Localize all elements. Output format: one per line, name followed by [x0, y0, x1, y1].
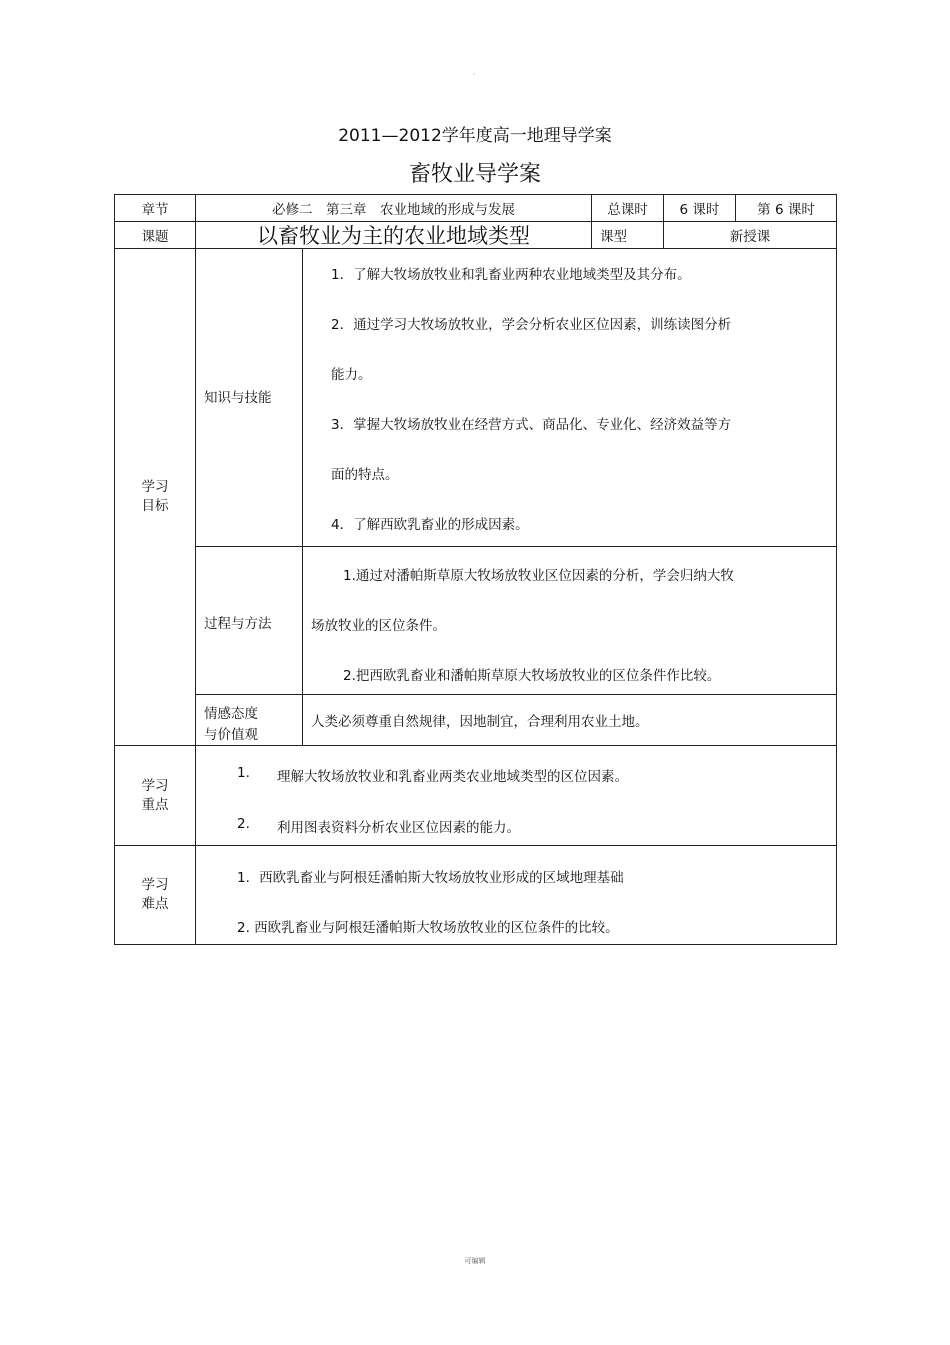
key-points-label-line1: 学习	[141, 777, 169, 794]
footer-note: 可编辑	[464, 1257, 486, 1265]
key-points-label	[115, 745, 195, 845]
lesson-plan-table	[114, 194, 837, 945]
emotion-label-line2: 与价值观	[204, 727, 258, 743]
chapter-label: 章节	[141, 202, 169, 218]
objectives-label-line1: 学习	[141, 479, 169, 495]
process-line-3: 2.把西欧乳畜业和潘帕斯草原大牧场放牧业的区位条件作比较。	[343, 668, 721, 684]
school-year-title: 2011—2012学年度高一地理导学案	[338, 126, 612, 146]
emotion-label-line1: 情感态度	[204, 706, 258, 722]
total-hours-value: 6 课时	[663, 195, 735, 221]
emotion-label-cell	[195, 694, 302, 745]
topic-label: 课题	[115, 221, 195, 248]
lesson-number: 第 6 课时	[735, 195, 836, 221]
knowledge-label: 知识与技能	[204, 390, 272, 406]
process-line-2: 场放牧业的区位条件。	[311, 618, 446, 634]
knowledge-label-cell	[195, 248, 302, 546]
lesson-type-value: 新授课	[663, 221, 836, 248]
knowledge-line-5: 面的特点。	[331, 467, 399, 483]
difficulty-2: 2. 西欧乳畜业与阿根廷潘帕斯大牧场放牧业的区位条件的比较。	[237, 920, 619, 936]
key-point-2-text: 利用图表资料分析农业区位因素的能力。	[277, 820, 520, 836]
knowledge-line-6: 4．了解西欧乳畜业的形成因素。	[331, 517, 529, 533]
process-label: 过程与方法	[204, 616, 272, 632]
lesson-type-label: 课型	[591, 221, 663, 248]
knowledge-line-3: 能力。	[331, 367, 372, 383]
document-title: 畜牧业导学案	[408, 162, 541, 187]
difficulties-label-line2: 难点	[141, 896, 169, 912]
knowledge-content	[302, 248, 836, 546]
knowledge-line-4: 3．掌握大牧场放牧业在经营方式、商品化、专业化、经济效益等方	[331, 417, 732, 433]
emotion-text: 人类必须尊重自然规律，因地制宜，合理利用农业土地。	[302, 694, 836, 745]
key-point-1-num: 1.	[237, 765, 250, 781]
process-content	[302, 546, 836, 694]
process-label-cell	[195, 546, 302, 694]
difficulties-label	[115, 845, 195, 944]
difficulties-label-line1: 学习	[141, 877, 169, 893]
objectives-label-line2: 目标	[141, 498, 169, 514]
chapter-value: 必修二 第三章 农业地域的形成与发展	[195, 195, 591, 221]
process-line-1: 1.通过对潘帕斯草原大牧场放牧业区位因素的分析，学会归纳大牧	[343, 568, 734, 584]
knowledge-line-2: 2．通过学习大牧场放牧业，学会分析农业区位因素，训练读图分析	[331, 317, 732, 333]
total-hours-label: 总课时	[591, 195, 663, 221]
key-points-content	[195, 745, 836, 845]
key-point-2-num: 2.	[237, 816, 250, 832]
page-dot: ·	[473, 70, 476, 79]
objectives-label	[115, 248, 195, 745]
key-point-1-text: 理解大牧场放牧业和乳畜业两类农业地域类型的区位因素。	[277, 769, 628, 785]
topic-value: 以畜牧业为主的农业地域类型	[195, 221, 591, 248]
difficulties-content	[195, 845, 836, 944]
key-points-label-line2: 重点	[141, 796, 169, 813]
difficulty-1: 1．西欧乳畜业与阿根廷潘帕斯大牧场放牧业形成的区域地理基础	[237, 870, 624, 886]
knowledge-line-1: 1．了解大牧场放牧业和乳畜业两种农业地域类型及其分布。	[331, 267, 691, 283]
